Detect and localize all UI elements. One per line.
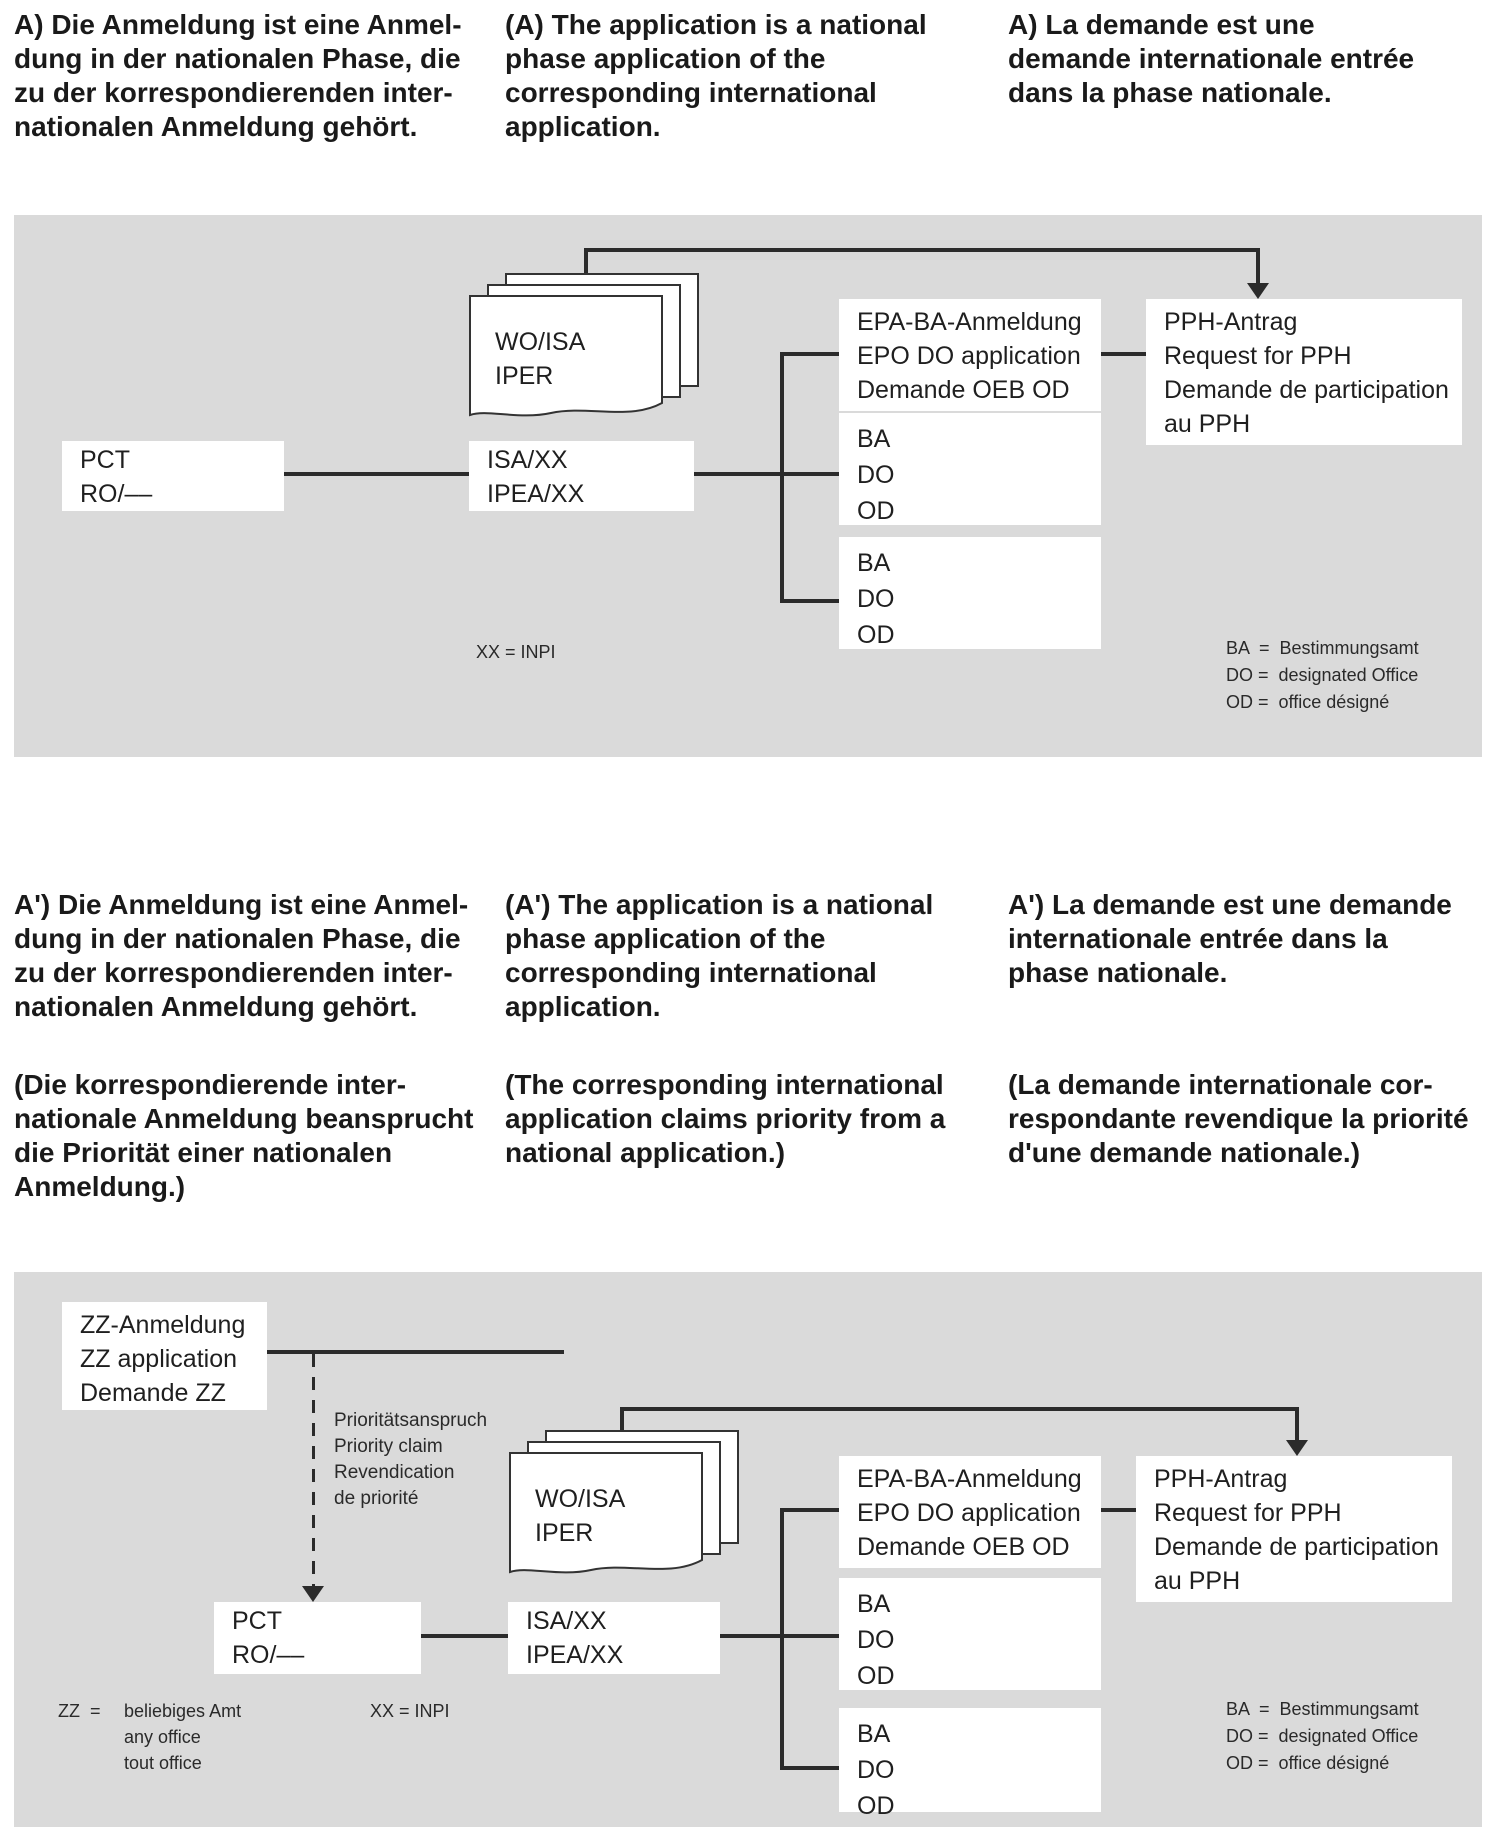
connector-line [780, 1508, 784, 1770]
paragraph-a-prime-german: A') Die Anmeldung ist eine Anmel- dung in der nationalen Phase, die zu der korrespondierenden inter- nationalen Anmeldung gehört. [14, 889, 469, 1022]
connector-line [780, 352, 841, 356]
wo-isa-report-label: WO/ISA IPER [535, 1485, 626, 1547]
paragraph-a-english: (A) The application is a national phase application of the corresponding international application. [505, 9, 927, 142]
arrow-down-icon [302, 1586, 324, 1602]
connector-line [1101, 1508, 1138, 1512]
arrow-down-icon [1286, 1440, 1308, 1456]
abbreviation-legend: BA = Bestimmungsamt DO = designated Office OD = office désigné [1226, 1699, 1419, 1773]
ba-do-od-box-1: BA DO OD [839, 413, 1101, 525]
connector-line [584, 248, 1260, 252]
ba-do-od-box-1: BA DO OD [839, 1578, 1101, 1690]
connector-line [1101, 352, 1148, 356]
pct-ro-box: PCT RO/–– [62, 441, 284, 511]
paragraph-a-prime-french-note: (La demande internationale cor- respondante revendique la priorité d'une demande nationale.) [1008, 1069, 1469, 1168]
pct-ro-box: PCT RO/–– [214, 1602, 421, 1674]
abbreviation-legend: BA = Bestimmungsamt DO = designated Office OD = office désigné [1226, 638, 1419, 712]
zz-note-lines: beliebiges Amt any office tout office [124, 1701, 242, 1773]
epa-ba-application-box: EPA-BA-Anmeldung EPO DO application Demande OEB OD [839, 1456, 1101, 1568]
connector-line [282, 472, 472, 476]
paragraph-a-german: A) Die Anmeldung ist eine Anmel- dung in der nationalen Phase, die zu der korrespondierenden inter- nationalen Anmeldung gehört. [14, 9, 462, 142]
zz-application-box: ZZ-Anmeldung ZZ application Demande ZZ [62, 1302, 267, 1410]
isa-ipea-box: ISA/XX IPEA/XX [508, 1602, 720, 1674]
ba-do-od-box-2: BA DO OD [839, 1708, 1101, 1812]
connector-line [780, 599, 841, 603]
pph-request-box: PPH-Antrag Request for PPH Demande de participation au PPH [1146, 299, 1462, 445]
connector-line [1295, 1407, 1299, 1442]
paragraph-a-prime-german-note: (Die korrespondierende inter- nationale Anmeldung beansprucht die Priorität einer nationalen Anmeldung.) [14, 1069, 474, 1202]
ba-do-od-box-2: BA DO OD [839, 537, 1101, 649]
arrow-down-icon [1247, 283, 1269, 299]
connector-line [780, 1508, 841, 1512]
pph-request-box: PPH-Antrag Request for PPH Demande de participation au PPH [1136, 1456, 1452, 1602]
connector-line [780, 352, 784, 603]
connector-line [620, 1407, 1299, 1411]
connector-line [419, 1634, 510, 1638]
diagram-2-panel [14, 1272, 1482, 1827]
connector-line [780, 1766, 841, 1770]
zz-note-abbr: ZZ = [58, 1701, 101, 1721]
isa-ipea-box: ISA/XX IPEA/XX [469, 441, 694, 511]
xx-note: XX = INPI [476, 642, 556, 662]
paragraph-a-prime-english-note: (The corresponding international application claims priority from a national application.) [505, 1069, 946, 1168]
paragraph-a-prime-french: A') La demande est une demande internationale entrée dans la phase nationale. [1008, 889, 1452, 988]
priority-claim-dashed-line [312, 1354, 315, 1586]
priority-claim-label: Prioritätsanspruch Priority claim Revendication de priorité [334, 1410, 488, 1509]
document-stack-icon [469, 273, 704, 443]
xx-note: XX = INPI [370, 1701, 450, 1721]
connector-line [692, 472, 843, 476]
diagram-1-panel [14, 215, 1482, 757]
paragraph-a-prime-english: (A') The application is a national phase application of the corresponding international application. [505, 889, 934, 1022]
paragraph-a-french: A) La demande est une demande internationale entrée dans la phase nationale. [1008, 9, 1415, 108]
wo-isa-report-label: WO/ISA IPER [495, 328, 586, 390]
connector-line [1256, 248, 1260, 283]
epa-ba-application-box: EPA-BA-Anmeldung EPO DO application Demande OEB OD [839, 299, 1101, 411]
